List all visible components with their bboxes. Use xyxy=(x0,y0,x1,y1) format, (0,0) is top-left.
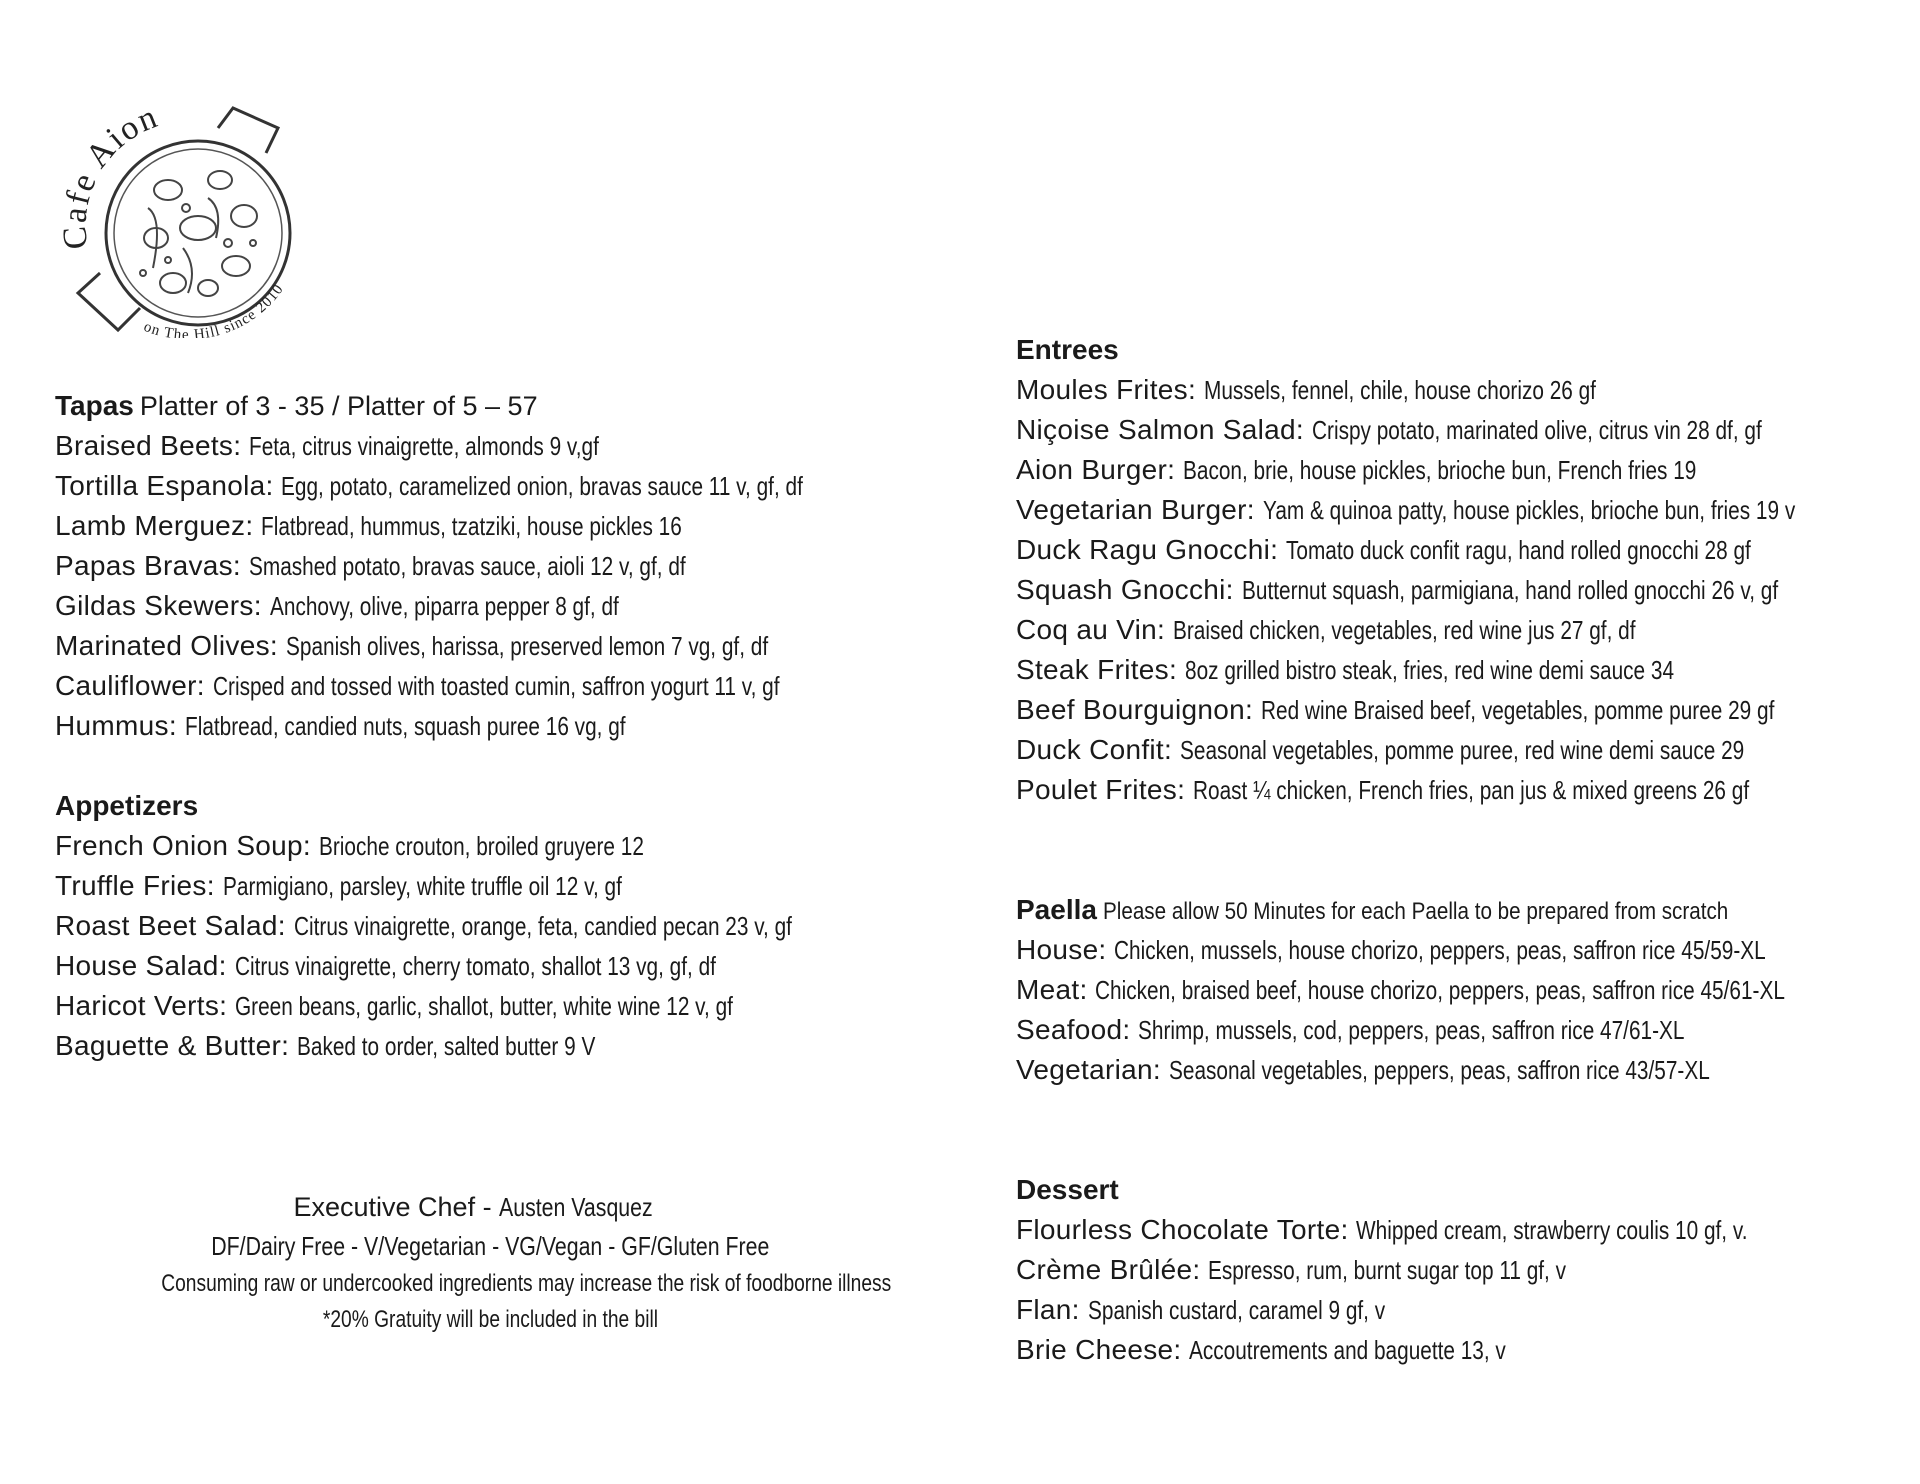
menu-item-name: French Onion Soup: xyxy=(55,830,311,861)
tapas-platter-note: Platter of 3 - 35 / Platter of 5 – 57 xyxy=(139,391,538,421)
menu-item-description: Spanish olives, harissa, preserved lemon 7 vg, gf, df xyxy=(285,631,768,661)
menu-item-name: Haricot Verts: xyxy=(55,990,228,1021)
menu-item xyxy=(1016,570,1916,610)
menu-item-description: Chicken, mussels, house chorizo, peppers, peas, saffron rice 45/59-XL xyxy=(1114,935,1767,965)
dietary-legend: DF/Dairy Free - V/Vegetarian - VG/Vegan - GF/Gluten Free xyxy=(210,1231,770,1261)
menu-item-description: Flatbread, candied nuts, squash puree 16 vg, gf xyxy=(184,711,626,741)
menu-item xyxy=(1016,970,1916,1010)
menu-item-description: Crisped and tossed with toasted cumin, saffron yogurt 11 v, gf xyxy=(212,671,780,701)
menu-item-name: Crème Brûlée: xyxy=(1016,1254,1201,1285)
menu-item xyxy=(1016,1250,1916,1290)
food-safety-warning: Consuming raw or undercooked ingredients may increase the risk of foodborne illness xyxy=(161,1270,892,1297)
menu-item xyxy=(55,906,955,946)
menu-item-name: Seafood: xyxy=(1016,1014,1131,1045)
menu-item xyxy=(55,586,955,626)
logo-name: Cafe Aion xyxy=(56,98,164,251)
menu-item-name: Vegetarian Burger: xyxy=(1016,494,1255,525)
appetizers-heading: Appetizers xyxy=(55,790,199,821)
menu-item xyxy=(1016,1010,1916,1050)
menu-item-description: Flatbread, hummus, tzatziki, house pickles 16 xyxy=(261,511,683,541)
paella-heading xyxy=(1016,890,1916,930)
menu-item-name: Flourless Chocolate Torte: xyxy=(1016,1214,1349,1245)
menu-item-description: Spanish custard, caramel 9 gf, v xyxy=(1087,1295,1385,1325)
logo-tagline: on The Hill since 2010 xyxy=(141,281,288,338)
menu-item xyxy=(1016,490,1916,530)
menu-item-description: Baked to order, salted butter 9 V xyxy=(297,1031,596,1061)
menu-item-description: Brioche crouton, broiled gruyere 12 xyxy=(318,831,644,861)
menu-item-name: Steak Frites: xyxy=(1016,654,1178,685)
menu-item-description: Espresso, rum, burnt sugar top 11 gf, v xyxy=(1208,1255,1567,1285)
menu-item-name: Aion Burger: xyxy=(1016,454,1176,485)
menu-item xyxy=(55,666,955,706)
menu-footer xyxy=(70,1188,910,1338)
menu-item-description: Anchovy, olive, piparra pepper 8 gf, df xyxy=(269,591,619,621)
menu-item xyxy=(1016,650,1916,690)
menu-item-name: Brie Cheese: xyxy=(1016,1334,1182,1365)
menu-item xyxy=(55,866,955,906)
menu-item xyxy=(1016,410,1916,450)
tapas-heading xyxy=(55,386,955,426)
appetizers-section xyxy=(55,786,955,1066)
dessert-items xyxy=(1016,1210,1916,1370)
paella-title: Paella xyxy=(1016,894,1097,925)
entrees-section xyxy=(1016,330,1916,810)
menu-item xyxy=(55,706,955,746)
menu-item-description: Seasonal vegetables, peppers, peas, saffron rice 43/57-XL xyxy=(1168,1055,1710,1085)
menu-item-description: Bacon, brie, house pickles, brioche bun, French fries 19 xyxy=(1183,455,1697,485)
menu-item-description: Red wine Braised beef, vegetables, pomme puree 29 gf xyxy=(1260,695,1775,725)
menu-item xyxy=(1016,1330,1916,1370)
menu-item-name: Lamb Merguez: xyxy=(55,510,254,541)
menu-item-description: Parmigiano, parsley, white truffle oil 12 v, gf xyxy=(222,871,622,901)
menu-item-name: Tortilla Espanola: xyxy=(55,470,274,501)
menu-item-name: Truffle Fries: xyxy=(55,870,215,901)
menu-item xyxy=(1016,530,1916,570)
menu-item-name: Duck Ragu Gnocchi: xyxy=(1016,534,1279,565)
left-column xyxy=(55,386,955,1066)
entrees-items xyxy=(1016,370,1916,810)
menu-item xyxy=(55,986,955,1026)
menu-item-description: Seasonal vegetables, pomme puree, red wine demi sauce 29 xyxy=(1179,735,1745,765)
menu-item xyxy=(55,946,955,986)
menu-item-name: House Salad: xyxy=(55,950,227,981)
cafe-aion-logo xyxy=(48,98,318,338)
menu-item-description: Accoutrements and baguette 13, v xyxy=(1189,1335,1507,1365)
menu-item xyxy=(55,1026,955,1066)
paella-section xyxy=(1016,890,1916,1090)
menu-item xyxy=(55,826,955,866)
menu-item-description: Shrimp, mussels, cod, peppers, peas, saffron rice 47/61-XL xyxy=(1138,1015,1685,1045)
menu-item-description: Feta, citrus vinaigrette, almonds 9 v,gf xyxy=(249,431,599,461)
chef-label: Executive Chef - xyxy=(293,1192,492,1222)
menu-item-name: Niçoise Salmon Salad: xyxy=(1016,414,1304,445)
menu-item-description: Citrus vinaigrette, cherry tomato, shallot 13 vg, gf, df xyxy=(234,951,716,981)
menu-item-description: Whipped cream, strawberry coulis 10 gf, v. xyxy=(1356,1215,1748,1245)
menu-item-description: Green beans, garlic, shallot, butter, white wine 12 v, gf xyxy=(235,991,733,1021)
dessert-section xyxy=(1016,1170,1916,1370)
menu-item-name: Braised Beets: xyxy=(55,430,242,461)
right-column xyxy=(1016,330,1916,1370)
menu-item xyxy=(1016,690,1916,730)
menu-item-name: Coq au Vin: xyxy=(1016,614,1166,645)
menu-item-description: Tomato duck confit ragu, hand rolled gnocchi 28 gf xyxy=(1285,535,1751,565)
entrees-heading: Entrees xyxy=(1016,334,1119,365)
tapas-section xyxy=(55,386,955,746)
menu-item xyxy=(1016,370,1916,410)
menu-item-name: Beef Bourguignon: xyxy=(1016,694,1254,725)
menu-item-description: Egg, potato, caramelized onion, bravas sauce 11 v, gf, df xyxy=(281,471,804,501)
menu-item-name: Roast Beet Salad: xyxy=(55,910,286,941)
menu-item xyxy=(1016,450,1916,490)
menu-item xyxy=(1016,1050,1916,1090)
paella-pan-logo-icon xyxy=(48,98,318,338)
paella-items xyxy=(1016,930,1916,1090)
menu-item-name: Baguette & Butter: xyxy=(55,1030,290,1061)
menu-item xyxy=(55,426,955,466)
menu-item-description: Butternut squash, parmigiana, hand rolled gnocchi 26 v, gf xyxy=(1241,575,1778,605)
menu-item xyxy=(55,466,955,506)
gratuity-note: *20% Gratuity will be included in the bill xyxy=(322,1306,658,1333)
menu-item-description: Mussels, fennel, chile, house chorizo 26 gf xyxy=(1203,375,1596,405)
menu-item-name: Meat: xyxy=(1016,974,1088,1005)
menu-item-name: Hummus: xyxy=(55,710,177,741)
menu-item-description: Braised chicken, vegetables, red wine jus 27 gf, df xyxy=(1172,615,1636,645)
dessert-heading: Dessert xyxy=(1016,1174,1119,1205)
menu-item xyxy=(55,626,955,666)
executive-chef-line xyxy=(70,1188,910,1226)
menu-item xyxy=(1016,1210,1916,1250)
menu-item-description: Smashed potato, bravas sauce, aioli 12 v, gf, df xyxy=(248,551,686,581)
menu-item xyxy=(1016,730,1916,770)
tapas-title: Tapas xyxy=(55,390,134,421)
menu-item-name: Duck Confit: xyxy=(1016,734,1173,765)
menu-item-name: Vegetarian: xyxy=(1016,1054,1161,1085)
menu-item-description: Yam & quinoa patty, house pickles, brioche bun, fries 19 v xyxy=(1262,495,1795,525)
menu-item xyxy=(1016,610,1916,650)
chef-name: Austen Vasquez xyxy=(499,1192,653,1222)
menu-item-description: Roast ¼ chicken, French fries, pan jus & mixed greens 26 gf xyxy=(1192,775,1750,805)
menu-item-name: Marinated Olives: xyxy=(55,630,278,661)
menu-item xyxy=(55,506,955,546)
menu-item-description: Crispy potato, marinated olive, citrus vin 28 df, gf xyxy=(1311,415,1762,445)
menu-item-name: Poulet Frites: xyxy=(1016,774,1186,805)
menu-item xyxy=(1016,770,1916,810)
menu-item xyxy=(1016,1290,1916,1330)
menu-item-name: Papas Bravas: xyxy=(55,550,241,581)
menu-item-name: Flan: xyxy=(1016,1294,1080,1325)
menu-item-name: Squash Gnocchi: xyxy=(1016,574,1234,605)
menu-item xyxy=(55,546,955,586)
menu-item-description: Citrus vinaigrette, orange, feta, candied pecan 23 v, gf xyxy=(293,911,792,941)
menu-item xyxy=(1016,930,1916,970)
menu-item-name: House: xyxy=(1016,934,1107,965)
tapas-items xyxy=(55,426,955,746)
menu-item-name: Gildas Skewers: xyxy=(55,590,262,621)
appetizers-items xyxy=(55,826,955,1066)
menu-item-description: 8oz grilled bistro steak, fries, red wine demi sauce 34 xyxy=(1184,655,1674,685)
menu-item-name: Moules Frites: xyxy=(1016,374,1197,405)
paella-prep-note: Please allow 50 Minutes for each Paella to be prepared from scratch xyxy=(1102,898,1729,925)
menu-item-description: Chicken, braised beef, house chorizo, peppers, peas, saffron rice 45/61-XL xyxy=(1095,975,1786,1005)
menu-item-name: Cauliflower: xyxy=(55,670,205,701)
